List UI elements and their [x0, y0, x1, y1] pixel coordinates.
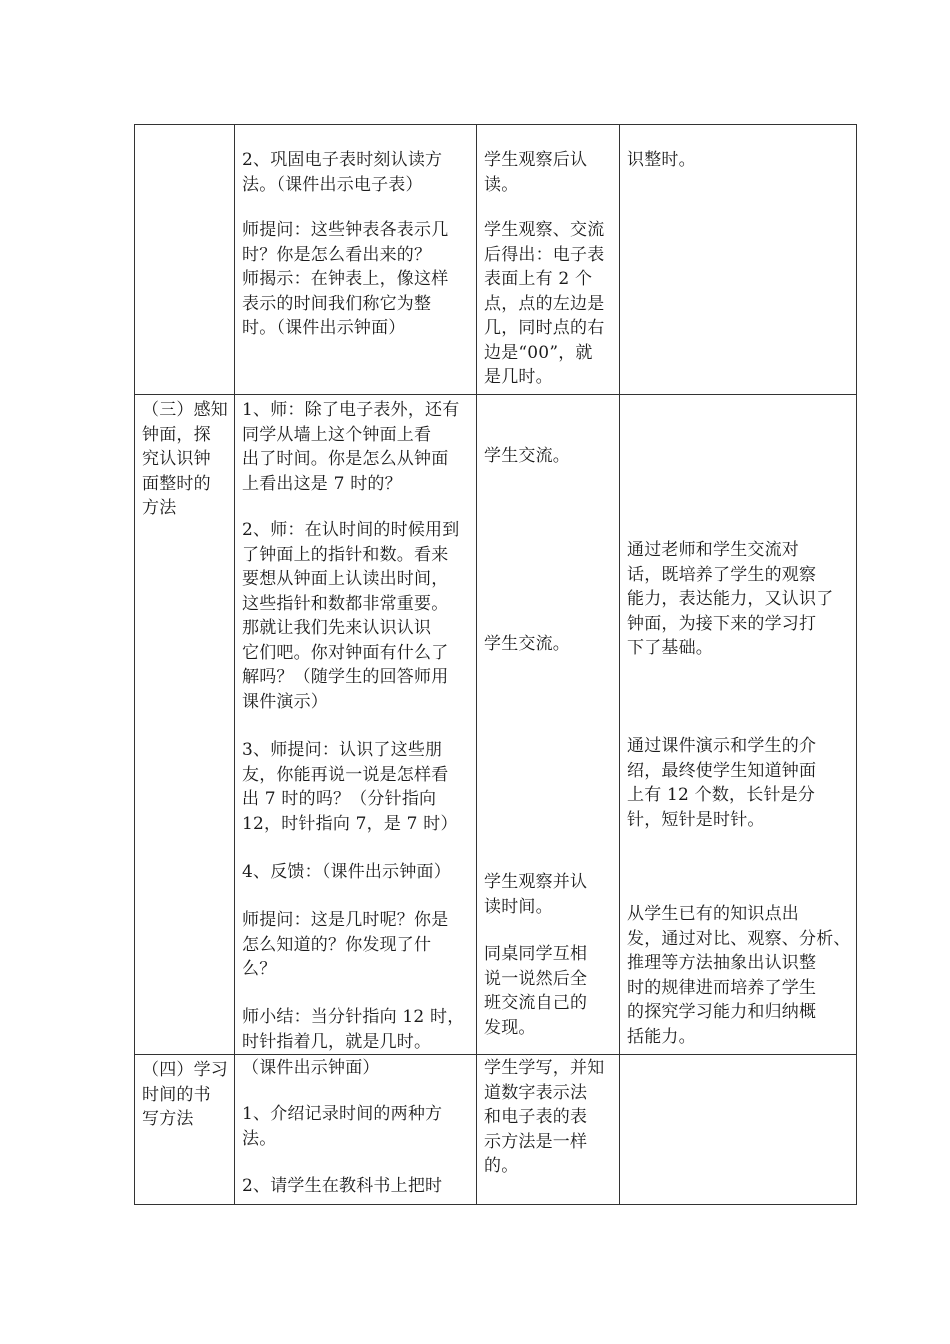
stage-title: （四）学习 时间的书 写方法	[142, 1060, 228, 1129]
table-border-top	[134, 124, 857, 125]
student-activity-text: 学生观察、交流 后得出：电子表 表面上有 2 个 点，点的左边是 几，同时点的右 边是“00”，就 是几时。	[484, 220, 605, 387]
column-divider-3	[619, 124, 620, 1205]
column-divider-1	[234, 124, 235, 1205]
design-intent-text: 通过课件演示和学生的介 绍，最终使学生知道钟面 上有 12 个数，长针是分 针，短针是时针。	[627, 736, 817, 830]
teacher-activity-text: 2、巩固电子表时刻认读方 法。（课件出示电子表）	[242, 150, 443, 195]
student-activity-text: 学生观察并认 读时间。	[484, 872, 588, 917]
teacher-activity-text: 4、反馈：（课件出示钟面）	[242, 862, 451, 882]
design-intent-text: 通过老师和学生交流对 话，既培养了学生的观察 能力，表达能力，又认识了 钟面，为接下来的学习打 下了基础。	[627, 540, 834, 658]
column-divider-2	[476, 124, 477, 1205]
teacher-activity-text: 师小结：当分针指向 12 时， 时针指着几，就是几时。	[242, 1007, 465, 1052]
row-divider-1	[134, 394, 857, 395]
student-activity-text: 学生交流。	[484, 446, 570, 466]
design-intent-text: 从学生已有的知识点出 发，通过对比、观察、分析、 推理等方法抽象出认识整 时的规律进而培养了学生 的探究学习能力和归纳概 括能力。	[627, 904, 851, 1047]
teacher-activity-text: 师提问：这是几时呢？你是 怎么知道的？你发现了什 么？	[242, 910, 449, 979]
table-border-right	[856, 124, 857, 1205]
student-activity-text: 学生学写，并知 道数字表示法 和电子表的表 示方法是一样 的。	[484, 1058, 605, 1176]
stage-title: （三）感知 钟面，探 究认识钟 面整时的 方法	[142, 400, 228, 518]
table-border-bottom	[134, 1204, 857, 1205]
teacher-activity-text: 1、介绍记录时间的两种方 法。	[242, 1104, 443, 1149]
lesson-plan-table	[134, 124, 857, 1205]
table-border-left	[134, 124, 135, 1205]
teacher-activity-text: 2、请学生在教科书上把时	[242, 1176, 443, 1196]
teacher-activity-text: 师提问：这些钟表各表示几 时？你是怎么看出来的？ 师揭示：在钟表上，像这样 表示的时间我们称它为整 时。（课件出示钟面）	[242, 220, 449, 338]
teacher-activity-text: 2、师：在认时间的时候用到 了钟面上的指针和数。看来 要想从钟面上认读出时间， 这些指针和数都非常重要。 那就让我们先来认识认识 它们吧。你对钟面有什么了 解吗？（随学生的回答师用 课件演示）	[242, 520, 460, 712]
design-intent-text: 识整时。	[627, 150, 696, 170]
teacher-activity-text: 1、师：除了电子表外，还有 同学从墙上这个钟面上看 出了时间。你是怎么从钟面 上看出这是 7 时的？	[242, 400, 460, 494]
student-activity-text: 学生观察后认 读。	[484, 150, 588, 195]
student-activity-text: 同桌同学互相 说一说然后全 班交流自己的 发现。	[484, 944, 588, 1038]
row-divider-2	[134, 1054, 857, 1055]
teacher-activity-text: （课件出示钟面）	[242, 1058, 380, 1078]
student-activity-text: 学生交流。	[484, 634, 570, 654]
teacher-activity-text: 3、师提问：认识了这些朋 友，你能再说一说是怎样看 出 7 时的吗？（分针指向 12，时针指向 7，是 7 时）	[242, 740, 458, 834]
